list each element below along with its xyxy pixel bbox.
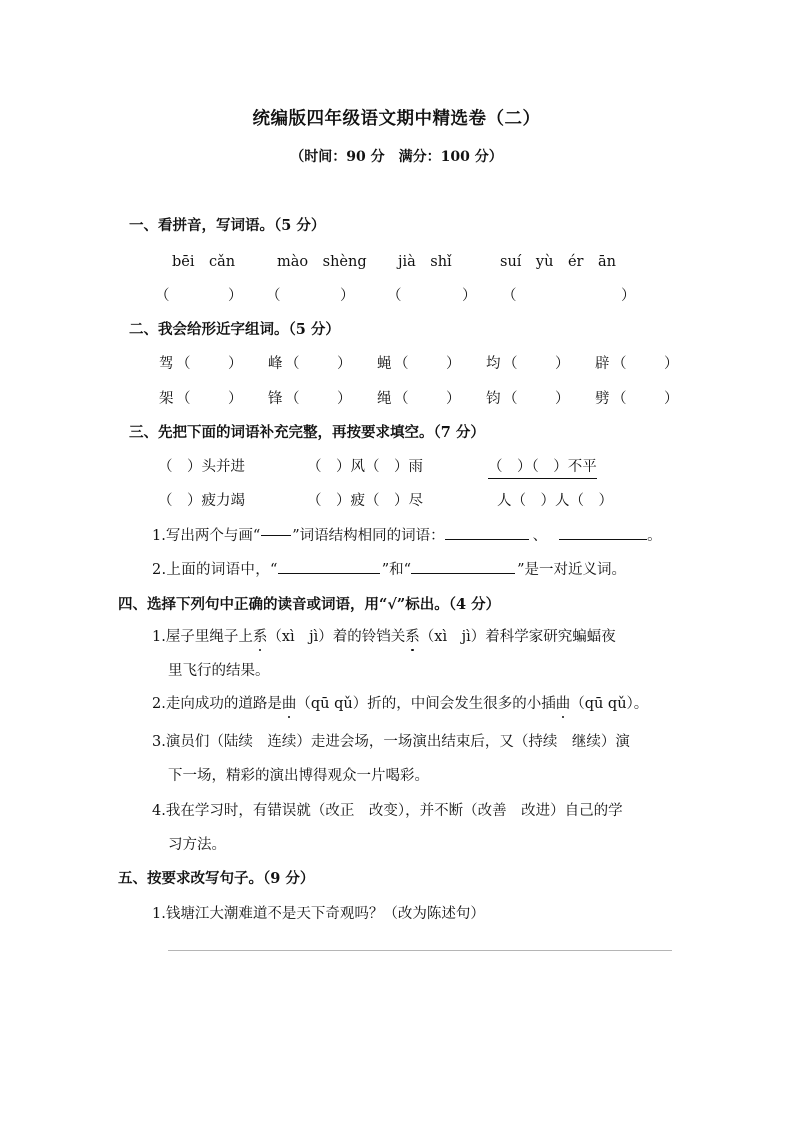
idiom-6: 人（ ）人（ ） <box>497 493 613 509</box>
question-3-2 <box>152 558 626 579</box>
pinyin-4: suí yù ér ān <box>500 254 616 270</box>
question-4-3-line1: 3.演员们（陆续 连续）走进会场，一场演出结束后，又（持续 继续）演 <box>152 734 630 750</box>
paren-open: （ <box>285 356 300 372</box>
question-3-1 <box>152 524 662 545</box>
paren-open: （ <box>394 356 409 372</box>
question-5-1: 1.钱塘江大潮难道不是天下奇观吗？（改为陈述句） <box>152 906 485 922</box>
q-text: （xì jì）着科学家研究蝙蝠夜 <box>419 629 616 645</box>
section-2-heading: 二、我会给形近字组词。（5 分） <box>129 321 340 338</box>
paren-close: ） <box>664 391 679 407</box>
char: 驾 <box>159 356 174 372</box>
q-text: ”词语结构相同的词语： <box>292 528 445 544</box>
char: 架 <box>159 391 174 407</box>
q-text: ”是一对近义词。 <box>517 562 626 578</box>
blank-4-open: （ <box>502 288 517 304</box>
blank-4-close: ） <box>621 288 636 304</box>
char: 峰 <box>268 356 283 372</box>
q-text: ”和“ <box>381 562 412 578</box>
idiom-5: （ ）疲（ ）尽 <box>307 493 423 509</box>
dotted-char: 系 <box>405 625 420 646</box>
pinyin-3: jià shǐ <box>398 254 452 270</box>
idiom-2: （ ）风（ ）雨 <box>307 459 423 475</box>
paren-close: ） <box>555 391 570 407</box>
paren-open: （ <box>176 356 191 372</box>
section-1-heading: 一、看拼音，写词语。（5 分） <box>129 217 326 234</box>
char: 均 <box>486 356 501 372</box>
pinyin-2: mào shèng <box>277 254 367 270</box>
blank-2-open: （ <box>266 288 281 304</box>
blank-3-open: （ <box>387 288 402 304</box>
paren-close: ） <box>337 356 352 372</box>
section-3-heading: 三、先把下面的词语补充完整，再按要求填空。（7 分） <box>129 424 485 441</box>
paren-close: ） <box>446 356 461 372</box>
paren-open: （ <box>176 391 191 407</box>
paren-open: （ <box>612 391 627 407</box>
idiom-4: （ ）疲力竭 <box>158 493 245 509</box>
q-text: （xì jì）着的铃铛关 <box>267 629 406 645</box>
section-4-heading: 四、选择下列句中正确的读音或词语，用“√”标出。（4 分） <box>118 596 501 613</box>
paren-close: ） <box>555 356 570 372</box>
answer-blank[interactable] <box>278 559 380 574</box>
dotted-char: 曲 <box>282 692 297 713</box>
q-text: 、 <box>532 528 548 544</box>
blank-2-close: ） <box>340 288 355 304</box>
char: 绳 <box>377 391 392 407</box>
char: 钧 <box>486 391 501 407</box>
char: 锋 <box>268 391 283 407</box>
question-4-2 <box>152 692 648 713</box>
paren-close: ） <box>664 356 679 372</box>
question-4-1-line1 <box>152 625 616 646</box>
paren-open: （ <box>612 356 627 372</box>
question-4-4-line2: 习方法。 <box>168 837 226 853</box>
idiom-1: （ ）头并进 <box>158 459 245 475</box>
answer-blank[interactable] <box>559 525 647 540</box>
question-4-4-line1: 4.我在学习时，有错误就（改正 改变），并不断（改善 改进）自己的学 <box>152 803 623 819</box>
section-5-heading: 五、按要求改写句子。（9 分） <box>118 870 315 887</box>
page-title: 统编版四年级语文期中精选卷（二） <box>252 109 541 129</box>
char: 劈 <box>595 391 610 407</box>
dotted-char: 曲 <box>556 692 571 713</box>
blank-1-open: （ <box>155 288 170 304</box>
idiom-3-underlined: （ ）（ ）不平 <box>488 455 597 479</box>
char: 辟 <box>595 356 610 372</box>
answer-line[interactable] <box>168 950 672 951</box>
underline-mark <box>261 535 291 536</box>
paren-open: （ <box>285 391 300 407</box>
paren-open: （ <box>394 391 409 407</box>
q-text: （qū qǔ）。 <box>570 696 649 712</box>
blank-3-close: ） <box>462 288 477 304</box>
pinyin-1: bēi cǎn <box>172 254 236 270</box>
paren-close: ） <box>337 391 352 407</box>
dotted-char: 系 <box>253 625 268 646</box>
q-text: （qū qǔ）折的，中间会发生很多的小插 <box>296 696 556 712</box>
q-text: 1.屋子里绳子上 <box>152 629 253 645</box>
paren-open: （ <box>503 356 518 372</box>
answer-blank[interactable] <box>445 525 529 540</box>
paren-close: ） <box>228 356 243 372</box>
q-text: 1.写出两个与画“ <box>152 528 261 544</box>
question-4-1-line2: 里飞行的结果。 <box>168 663 270 679</box>
q-text: 。 <box>647 528 662 544</box>
blank-1-close: ） <box>228 288 243 304</box>
page-subtitle: （时间：90 分 满分：100 分） <box>290 149 503 165</box>
q-text: 2.走向成功的道路是 <box>152 696 282 712</box>
q-text: 2.上面的词语中，“ <box>152 562 278 578</box>
paren-close: ） <box>228 391 243 407</box>
answer-blank[interactable] <box>411 559 515 574</box>
paren-open: （ <box>503 391 518 407</box>
question-4-3-line2: 下一场，精彩的演出博得观众一片喝彩。 <box>168 768 429 784</box>
char: 蝇 <box>377 356 392 372</box>
paren-close: ） <box>446 391 461 407</box>
